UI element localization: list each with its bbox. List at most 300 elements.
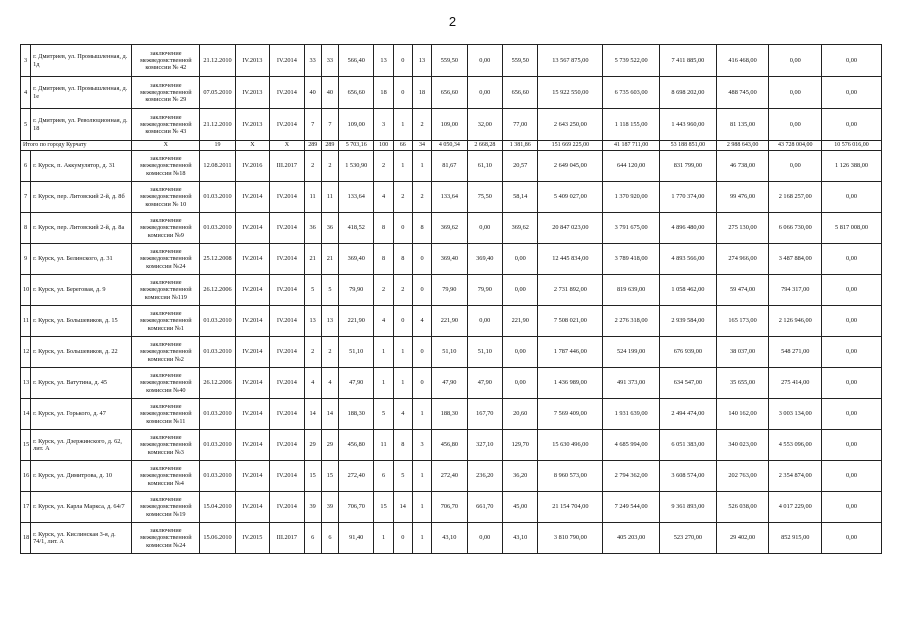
address-cell: г. Курск, ул. Большевиков, д. 22 [31,337,132,368]
premises-municipal-cell: 1 [412,461,431,492]
planned-end-cell: III.2017 [270,523,304,554]
table-row [21,306,882,337]
residents-resettled-cell: 5 [321,275,338,306]
premises-private-cell: 0 [393,45,412,77]
area-municipal-cell: 0,00 [503,275,538,306]
premises-municipal-cell: 1 [412,399,431,430]
address-cell: г. Курск, ул. Дзержинского, д. 62, лит. А [31,430,132,461]
area-private-cell: 47,90 [467,368,502,399]
local-share-cell: 340 023,00 [716,430,769,461]
planned-start-cell: IV.2014 [235,182,269,213]
area-private-cell: 0,00 [467,306,502,337]
extra-local-cell: 0,00 [822,77,882,109]
fund-share-cell: 5 739 522,00 [603,45,660,77]
address-cell: г. Курск, пер. Литовский 2-й, д. 8б [31,182,132,213]
extra-regional-cell: 0,00 [769,45,822,77]
premises-municipal-cell: 1 [412,492,431,523]
premises-private-cell: 0 [393,523,412,554]
recognition-date-cell: 26.12.2006 [200,368,235,399]
recognition-date-cell: 01.03.2010 [200,306,235,337]
subtotal-cell: 289 [304,141,321,151]
address-cell: г. Курск, ул. Ватутина, д. 45 [31,368,132,399]
subtotal-cell: 2 668,28 [467,141,502,151]
cost-total-cell: 3 810 790,00 [538,523,603,554]
fund-share-cell: 491 373,00 [603,368,660,399]
recognition-date-cell: 01.03.2010 [200,337,235,368]
local-share-cell: 140 162,00 [716,399,769,430]
table-row [21,523,882,554]
planned-end-cell: IV.2014 [270,275,304,306]
extra-local-cell: 5 817 008,00 [822,213,882,244]
area-total-cell: 656,60 [432,77,467,109]
building-area-cell: 188,30 [339,399,374,430]
cost-total-cell: 7 569 409,00 [538,399,603,430]
planned-end-cell: IV.2014 [270,77,304,109]
subtotal-cell: 100 [374,141,393,151]
residents-cell: 29 [304,430,321,461]
local-share-cell: 274 966,00 [716,244,769,275]
subtotal-cell: 10 576 016,00 [822,141,882,151]
area-private-cell: 327,10 [467,430,502,461]
table-row [21,213,882,244]
subtotal-row [21,141,882,151]
region-share-cell: 9 361 893,00 [660,492,717,523]
area-municipal-cell: 77,00 [503,109,538,141]
local-share-cell: 38 037,00 [716,337,769,368]
extra-regional-cell: 4 017 229,00 [769,492,822,523]
residents-resettled-cell: 40 [321,77,338,109]
region-share-cell: 4 893 566,00 [660,244,717,275]
residents-cell: 11 [304,182,321,213]
subtotal-cell: X [270,141,304,151]
region-share-cell: 1 770 374,00 [660,182,717,213]
row-number: 10 [21,275,31,306]
cost-total-cell: 2 649 045,00 [538,151,603,182]
premises-municipal-cell: 0 [412,368,431,399]
basis-cell: заключение межведомственной комиссии №19 [132,492,200,523]
premises-private-cell: 2 [393,275,412,306]
premises-private-cell: 2 [393,182,412,213]
building-area-cell: 47,90 [339,368,374,399]
cost-total-cell: 2 731 892,00 [538,275,603,306]
row-number: 17 [21,492,31,523]
table-row [21,368,882,399]
planned-end-cell: IV.2014 [270,213,304,244]
residents-cell: 36 [304,213,321,244]
subtotal-label: Итого по городу Курчату [21,141,132,151]
building-area-cell: 656,60 [339,77,374,109]
building-area-cell: 91,40 [339,523,374,554]
page-number: 2 [448,14,457,29]
table-row [21,275,882,306]
residents-cell: 2 [304,337,321,368]
row-number: 3 [21,45,31,77]
local-share-cell: 29 402,00 [716,523,769,554]
planned-end-cell: III.2017 [270,151,304,182]
residents-resettled-cell: 2 [321,337,338,368]
table-row [21,244,882,275]
premises-total-cell: 18 [374,77,393,109]
cost-total-cell: 12 445 834,00 [538,244,603,275]
row-number: 6 [21,151,31,182]
premises-municipal-cell: 0 [412,275,431,306]
building-area-cell: 133,64 [339,182,374,213]
subtotal-cell: 43 728 004,00 [769,141,822,151]
area-total-cell: 272,40 [432,461,467,492]
extra-local-cell: 0,00 [822,275,882,306]
region-share-cell: 831 799,00 [660,151,717,182]
cost-total-cell: 7 508 021,00 [538,306,603,337]
planned-start-cell: IV.2013 [235,109,269,141]
area-private-cell: 79,90 [467,275,502,306]
area-total-cell: 51,10 [432,337,467,368]
area-total-cell: 188,30 [432,399,467,430]
area-municipal-cell: 20,60 [503,399,538,430]
residents-resettled-cell: 7 [321,109,338,141]
region-share-cell: 1 443 960,00 [660,109,717,141]
subtotal-cell: 66 [393,141,412,151]
recognition-date-cell: 26.12.2006 [200,275,235,306]
subtotal-cell: 289 [321,141,338,151]
premises-total-cell: 8 [374,213,393,244]
premises-total-cell: 5 [374,399,393,430]
planned-end-cell: IV.2014 [270,244,304,275]
premises-total-cell: 1 [374,523,393,554]
subtotal-cell: 5 703,16 [339,141,374,151]
planned-start-cell: IV.2014 [235,461,269,492]
region-share-cell: 3 608 574,00 [660,461,717,492]
area-total-cell: 109,00 [432,109,467,141]
address-cell: г. Курск, ул. Кислинская 3-я, д. 74/1, лит. А [31,523,132,554]
planned-start-cell: IV.2013 [235,77,269,109]
local-share-cell: 416 468,00 [716,45,769,77]
planned-end-cell: IV.2014 [270,109,304,141]
residents-cell: 13 [304,306,321,337]
area-total-cell: 81,67 [432,151,467,182]
area-private-cell: 167,70 [467,399,502,430]
fund-share-cell: 4 685 994,00 [603,430,660,461]
residents-resettled-cell: 4 [321,368,338,399]
basis-cell: заключение межведомственной комиссии №18 [132,151,200,182]
extra-local-cell: 0,00 [822,337,882,368]
extra-regional-cell: 275 414,00 [769,368,822,399]
area-private-cell: 236,20 [467,461,502,492]
extra-regional-cell: 548 271,00 [769,337,822,368]
building-area-cell: 1 530,90 [339,151,374,182]
residents-cell: 4 [304,368,321,399]
planned-start-cell: IV.2014 [235,275,269,306]
extra-regional-cell: 6 066 730,00 [769,213,822,244]
fund-share-cell: 1 931 639,00 [603,399,660,430]
address-cell: г. Курск, ул. Большевиков, д. 15 [31,306,132,337]
subtotal-cell: X [235,141,269,151]
extra-regional-cell: 0,00 [769,151,822,182]
recognition-date-cell: 01.03.2010 [200,213,235,244]
premises-total-cell: 1 [374,368,393,399]
local-share-cell: 165 173,00 [716,306,769,337]
area-municipal-cell: 0,00 [503,244,538,275]
residents-cell: 40 [304,77,321,109]
subtotal-cell: 41 187 711,00 [603,141,660,151]
premises-private-cell: 4 [393,399,412,430]
cost-total-cell: 2 643 250,00 [538,109,603,141]
local-share-cell: 202 763,00 [716,461,769,492]
premises-total-cell: 1 [374,337,393,368]
extra-local-cell: 0,00 [822,306,882,337]
basis-cell: заключение межведомственной комиссии №24 [132,244,200,275]
recognition-date-cell: 01.03.2010 [200,461,235,492]
address-cell: г. Курск, пер. Литовский 2-й, д. 8а [31,213,132,244]
residents-cell: 15 [304,461,321,492]
premises-private-cell: 1 [393,368,412,399]
cost-total-cell: 15 922 550,00 [538,77,603,109]
area-municipal-cell: 221,90 [503,306,538,337]
cost-total-cell: 8 960 573,00 [538,461,603,492]
recognition-date-cell: 15.04.2010 [200,492,235,523]
local-share-cell: 275 130,00 [716,213,769,244]
area-municipal-cell: 58,14 [503,182,538,213]
basis-cell: заключение межведомственной комиссии №2 [132,337,200,368]
table-row [21,430,882,461]
extra-local-cell: 1 126 388,00 [822,151,882,182]
basis-cell: заключение межведомственной комиссии №9 [132,213,200,244]
area-private-cell: 0,00 [467,45,502,77]
cost-total-cell: 20 847 023,00 [538,213,603,244]
residents-resettled-cell: 11 [321,182,338,213]
area-municipal-cell: 0,00 [503,368,538,399]
area-municipal-cell: 20,57 [503,151,538,182]
area-total-cell: 706,70 [432,492,467,523]
fund-share-cell: 819 639,00 [603,275,660,306]
table-row [21,399,882,430]
area-private-cell: 32,00 [467,109,502,141]
premises-total-cell: 15 [374,492,393,523]
extra-local-cell: 0,00 [822,182,882,213]
premises-municipal-cell: 3 [412,430,431,461]
area-total-cell: 79,90 [432,275,467,306]
recognition-date-cell: 01.03.2010 [200,399,235,430]
recognition-date-cell: 21.12.2010 [200,109,235,141]
extra-regional-cell: 0,00 [769,109,822,141]
address-cell: г. Курск, п. Аккумулятор, д. 31 [31,151,132,182]
planned-start-cell: IV.2014 [235,213,269,244]
row-number: 8 [21,213,31,244]
row-number: 9 [21,244,31,275]
area-total-cell: 43,10 [432,523,467,554]
fund-share-cell: 2 794 362,00 [603,461,660,492]
residents-cell: 6 [304,523,321,554]
subtotal-cell: 19 [200,141,235,151]
extra-local-cell: 0,00 [822,461,882,492]
table-row [21,109,882,141]
recognition-date-cell: 01.03.2010 [200,430,235,461]
area-municipal-cell: 43,10 [503,523,538,554]
extra-local-cell: 0,00 [822,244,882,275]
region-share-cell: 2 494 474,00 [660,399,717,430]
address-cell: г. Дмитриев, ул. Промышленная, д. 1д [31,45,132,77]
basis-cell: заключение межведомственной комиссии № 43 [132,109,200,141]
recognition-date-cell: 07.05.2010 [200,77,235,109]
subtotal-cell: 151 669 225,00 [538,141,603,151]
area-municipal-cell: 129,70 [503,430,538,461]
row-number: 16 [21,461,31,492]
premises-private-cell: 5 [393,461,412,492]
recognition-date-cell: 21.12.2010 [200,45,235,77]
subtotal-cell: 4 050,34 [432,141,467,151]
planned-start-cell: IV.2014 [235,244,269,275]
recognition-date-cell: 25.12.2008 [200,244,235,275]
area-private-cell: 0,00 [467,213,502,244]
basis-cell: заключение межведомственной комиссии №1 [132,306,200,337]
area-private-cell: 0,00 [467,523,502,554]
extra-regional-cell: 2 126 946,00 [769,306,822,337]
residents-resettled-cell: 29 [321,430,338,461]
premises-municipal-cell: 0 [412,337,431,368]
extra-local-cell: 0,00 [822,430,882,461]
basis-cell: заключение межведомственной комиссии №3 [132,430,200,461]
area-total-cell: 369,62 [432,213,467,244]
local-share-cell: 526 038,00 [716,492,769,523]
planned-start-cell: IV.2014 [235,430,269,461]
cost-total-cell: 5 409 027,00 [538,182,603,213]
extra-regional-cell: 3 003 134,00 [769,399,822,430]
subtotal-cell: 2 988 643,00 [716,141,769,151]
cost-total-cell: 21 154 704,00 [538,492,603,523]
residents-resettled-cell: 21 [321,244,338,275]
residents-cell: 7 [304,109,321,141]
fund-share-cell: 2 276 318,00 [603,306,660,337]
address-cell: г. Курск, ул. Димитрова, д. 10 [31,461,132,492]
row-number: 7 [21,182,31,213]
building-area-cell: 51,10 [339,337,374,368]
area-total-cell: 221,90 [432,306,467,337]
building-area-cell: 79,90 [339,275,374,306]
region-share-cell: 8 698 202,00 [660,77,717,109]
basis-cell: заключение межведомственной комиссии № 42 [132,45,200,77]
local-share-cell: 59 474,00 [716,275,769,306]
region-share-cell: 1 058 462,00 [660,275,717,306]
cost-total-cell: 1 787 446,00 [538,337,603,368]
resettlement-table [20,44,882,554]
subtotal-cell: X [132,141,200,151]
address-cell: г. Курск, ул. Горького, д. 47 [31,399,132,430]
row-number: 4 [21,77,31,109]
building-area-cell: 369,40 [339,244,374,275]
recognition-date-cell: 12.08.2011 [200,151,235,182]
premises-municipal-cell: 1 [412,151,431,182]
fund-share-cell: 524 199,00 [603,337,660,368]
table-row [21,45,882,77]
building-area-cell: 566,40 [339,45,374,77]
premises-municipal-cell: 4 [412,306,431,337]
extra-regional-cell: 2 354 874,00 [769,461,822,492]
premises-total-cell: 3 [374,109,393,141]
table-row [21,151,882,182]
address-cell: г. Дмитриев, ул. Революционная, д. 18 [31,109,132,141]
planned-end-cell: IV.2014 [270,337,304,368]
basis-cell: заключение межведомственной комиссии №119 [132,275,200,306]
residents-resettled-cell: 36 [321,213,338,244]
table-row [21,461,882,492]
cost-total-cell: 15 630 496,00 [538,430,603,461]
row-number: 14 [21,399,31,430]
local-share-cell: 46 738,00 [716,151,769,182]
planned-end-cell: IV.2014 [270,492,304,523]
fund-share-cell: 7 249 544,00 [603,492,660,523]
residents-resettled-cell: 33 [321,45,338,77]
basis-cell: заключение межведомственной комиссии №11 [132,399,200,430]
region-share-cell: 4 896 480,00 [660,213,717,244]
planned-end-cell: IV.2014 [270,368,304,399]
region-share-cell: 7 411 885,00 [660,45,717,77]
subtotal-cell: 1 381,86 [503,141,538,151]
address-cell: г. Курск, ул. Белинского, д. 31 [31,244,132,275]
area-private-cell: 61,10 [467,151,502,182]
recognition-date-cell: 01.03.2010 [200,182,235,213]
basis-cell: заключение межведомственной комиссии №40 [132,368,200,399]
premises-private-cell: 8 [393,244,412,275]
row-number: 12 [21,337,31,368]
cost-total-cell: 1 436 989,00 [538,368,603,399]
building-area-cell: 109,00 [339,109,374,141]
cost-total-cell: 13 567 875,00 [538,45,603,77]
premises-municipal-cell: 13 [412,45,431,77]
fund-share-cell: 3 791 675,00 [603,213,660,244]
area-municipal-cell: 369,62 [503,213,538,244]
planned-end-cell: IV.2014 [270,461,304,492]
building-area-cell: 418,52 [339,213,374,244]
extra-local-cell: 0,00 [822,523,882,554]
planned-end-cell: IV.2014 [270,306,304,337]
premises-private-cell: 0 [393,306,412,337]
extra-regional-cell: 2 168 257,00 [769,182,822,213]
extra-regional-cell: 852 915,00 [769,523,822,554]
residents-cell: 33 [304,45,321,77]
fund-share-cell: 405 203,00 [603,523,660,554]
premises-total-cell: 4 [374,306,393,337]
local-share-cell: 35 655,00 [716,368,769,399]
premises-total-cell: 11 [374,430,393,461]
building-area-cell: 456,80 [339,430,374,461]
table-row [21,337,882,368]
region-share-cell: 2 939 584,00 [660,306,717,337]
premises-private-cell: 1 [393,109,412,141]
premises-private-cell: 8 [393,430,412,461]
planned-start-cell: IV.2014 [235,306,269,337]
premises-municipal-cell: 1 [412,523,431,554]
residents-resettled-cell: 39 [321,492,338,523]
local-share-cell: 488 745,00 [716,77,769,109]
residents-cell: 21 [304,244,321,275]
area-total-cell: 47,90 [432,368,467,399]
planned-end-cell: IV.2014 [270,182,304,213]
premises-municipal-cell: 18 [412,77,431,109]
fund-share-cell: 3 789 418,00 [603,244,660,275]
area-private-cell: 75,50 [467,182,502,213]
area-private-cell: 369,40 [467,244,502,275]
basis-cell: заключение межведомственной комиссии №24 [132,523,200,554]
row-number: 13 [21,368,31,399]
planned-end-cell: IV.2014 [270,45,304,77]
premises-private-cell: 1 [393,151,412,182]
planned-start-cell: IV.2013 [235,45,269,77]
premises-municipal-cell: 8 [412,213,431,244]
residents-resettled-cell: 2 [321,151,338,182]
planned-start-cell: IV.2014 [235,368,269,399]
local-share-cell: 99 476,00 [716,182,769,213]
table-row [21,492,882,523]
building-area-cell: 221,90 [339,306,374,337]
